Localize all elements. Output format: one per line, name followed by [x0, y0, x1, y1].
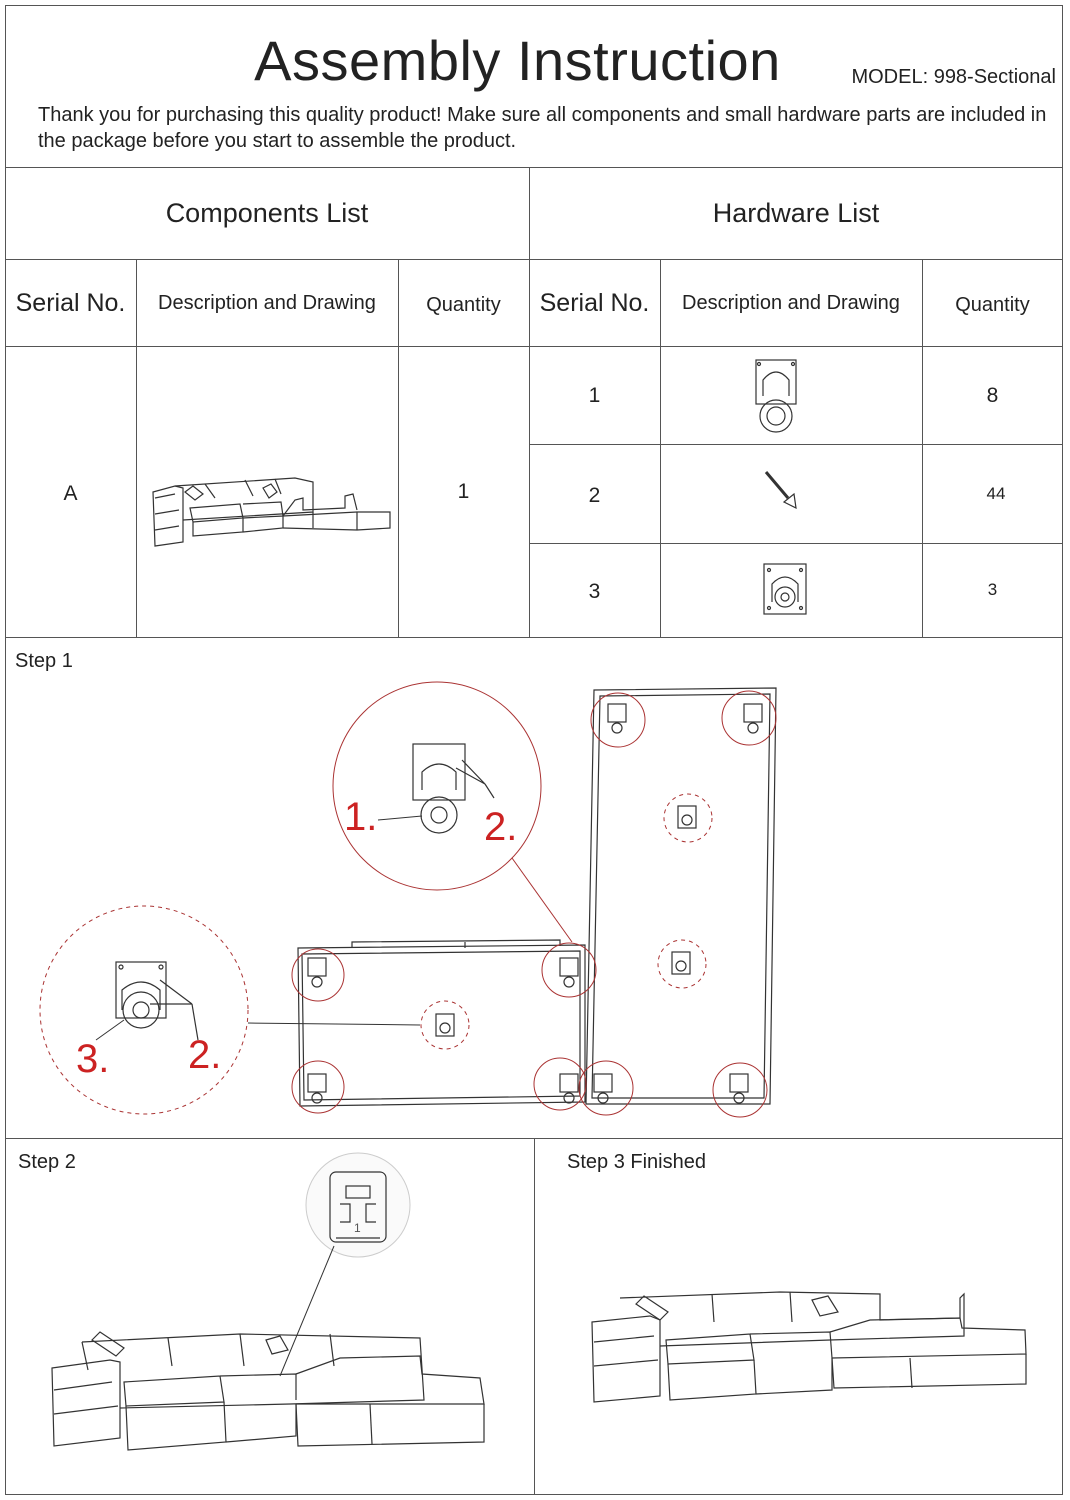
step-3-label: Step 3 Finished	[567, 1151, 706, 1173]
hardware-serial-2: 2	[588, 484, 601, 507]
step-2-label: Step 2	[18, 1151, 76, 1173]
hardware-quantity-3: 3	[987, 580, 998, 599]
model-number: MODEL: 998-Sectional	[851, 66, 1056, 88]
components-list-heading: Components List	[165, 198, 369, 228]
zoom-callout-left	[40, 906, 248, 1114]
components-col-serial: Serial No.	[15, 289, 126, 317]
step-1-label: Step 1	[15, 650, 73, 672]
component-serial: A	[63, 482, 78, 505]
zoom-callout-top	[333, 682, 541, 890]
callout-1: 1.	[344, 795, 378, 839]
hardware-serial-1: 1	[588, 384, 601, 407]
intro-text: Thank you for purchasing this quality product! Make sure all components and small hardware parts are included in the package before you start to assemble the product.	[38, 104, 1047, 152]
hardware-quantity-2: 44	[986, 484, 1006, 503]
callout-2-left: 2.	[188, 1033, 222, 1077]
finished-sofa-diagram	[580, 1270, 1040, 1420]
chaise-base-bottom	[586, 688, 776, 1104]
hardware-col-serial: Serial No.	[539, 289, 650, 317]
hardware-list-heading: Hardware List	[712, 198, 880, 228]
components-col-description: Description and Drawing	[158, 292, 376, 314]
sectional-sofa-step2	[52, 1332, 484, 1450]
components-col-quantity: Quantity	[426, 294, 501, 316]
page-title: Assembly Instruction	[254, 29, 781, 92]
seat-base-bottom	[298, 940, 585, 1106]
hardware-col-quantity: Quantity	[955, 294, 1030, 316]
connector-mark: 1	[354, 1221, 361, 1235]
callout-2-top: 2.	[484, 805, 518, 849]
step-col-divider	[534, 1138, 535, 1495]
hardware-serial-3: 3	[588, 580, 601, 603]
component-quantity: 1	[457, 480, 470, 503]
hardware-quantity-1: 8	[986, 384, 999, 407]
step-2-diagram	[40, 1160, 510, 1460]
callout-3: 3.	[76, 1037, 110, 1081]
hardware-col-description: Description and Drawing	[682, 292, 900, 314]
